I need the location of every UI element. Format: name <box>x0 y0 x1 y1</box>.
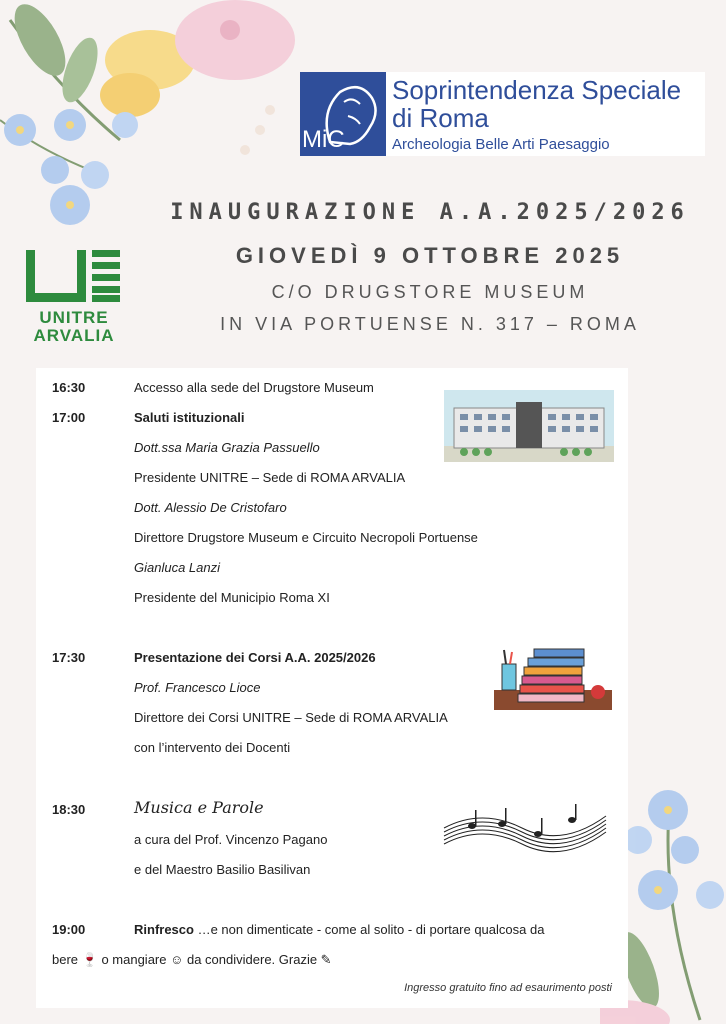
time-4: 18:30 <box>52 802 86 817</box>
event-venue: C/O DRUGSTORE MUSEUM <box>271 282 589 302</box>
smile-icon: ☺ <box>170 952 184 967</box>
refreshment-text-2b: o mangiare <box>97 952 171 967</box>
refreshment-text-2a: bere <box>52 952 82 967</box>
arvalia-word: ARVALIA <box>33 326 115 345</box>
logo-line-2: di Roma <box>392 103 489 133</box>
program-panel <box>36 368 628 1008</box>
item-music: Musica e Parole <box>134 798 264 817</box>
mic-emblem <box>300 72 386 156</box>
unitre-word: UNITRE <box>39 308 109 327</box>
speaker-3: Gianluca Lanzi <box>134 560 220 575</box>
speaker-3-role: Presidente del Municipio Roma XI <box>134 590 330 605</box>
unitre-emblem-icon <box>24 248 124 308</box>
item-courses: Presentazione dei Corsi A.A. 2025/2026 <box>134 650 376 665</box>
event-address: IN VIA PORTUENSE N. 317 – ROMA <box>220 314 640 334</box>
speaker-4-note: con l’intervento dei Docenti <box>134 740 291 755</box>
item-greetings: Saluti istituzionali <box>134 410 245 425</box>
refreshment-line-2 <box>52 952 332 968</box>
speaker-4-role: Direttore dei Corsi UNITRE – Sede di ROMA ARVALIA <box>134 710 448 725</box>
soprintendenza-logo <box>300 72 705 156</box>
mic-label: MiC <box>302 126 345 153</box>
time-2: 17:00 <box>52 410 86 425</box>
speaker-2-role: Direttore Drugstore Museum e Circuito Necropoli Portuense <box>134 530 478 545</box>
refreshment-text-2c: da condividere. Grazie <box>183 952 321 967</box>
time-1: 16:30 <box>52 380 86 395</box>
time-5: 19:00 <box>52 922 86 937</box>
music-by-1: a cura del Prof. Vincenzo Pagano <box>134 832 328 847</box>
logo-line-3: Archeologia Belle Arti Paesaggio <box>392 136 610 153</box>
speaker-2: Dott. Alessio De Cristofaro <box>134 500 287 515</box>
time-3: 17:30 <box>52 650 86 665</box>
event-date: GIOVEDÌ 9 OTTOBRE 2025 <box>235 243 625 268</box>
refreshment-label: Rinfresco <box>134 922 194 937</box>
logo-line-1: Soprintendenza Speciale <box>392 75 682 105</box>
item-access: Accesso alla sede del Drugstore Museum <box>134 380 374 395</box>
footer-note: Ingresso gratuito fino ad esaurimento posti <box>404 982 612 994</box>
music-by-2: e del Maestro Basilio Basilivan <box>134 862 311 877</box>
item-refreshment <box>134 922 544 937</box>
drink-icon: 🍷 <box>81 952 98 967</box>
refreshment-text: …e non dimenticate - come al solito - di portare qualcosa da <box>193 922 545 937</box>
event-title: INAUGURAZIONE A.A.2025/2026 <box>170 200 690 225</box>
logo-text <box>386 72 681 156</box>
speaker-1: Dott.ssa Maria Grazia Passuello <box>134 440 320 455</box>
unitre-logo <box>24 248 124 346</box>
pencil-icon: ✎ <box>320 952 332 967</box>
speaker-1-role: Presidente UNITRE – Sede di ROMA ARVALIA <box>134 470 406 485</box>
speaker-4: Prof. Francesco Lioce <box>134 680 261 695</box>
